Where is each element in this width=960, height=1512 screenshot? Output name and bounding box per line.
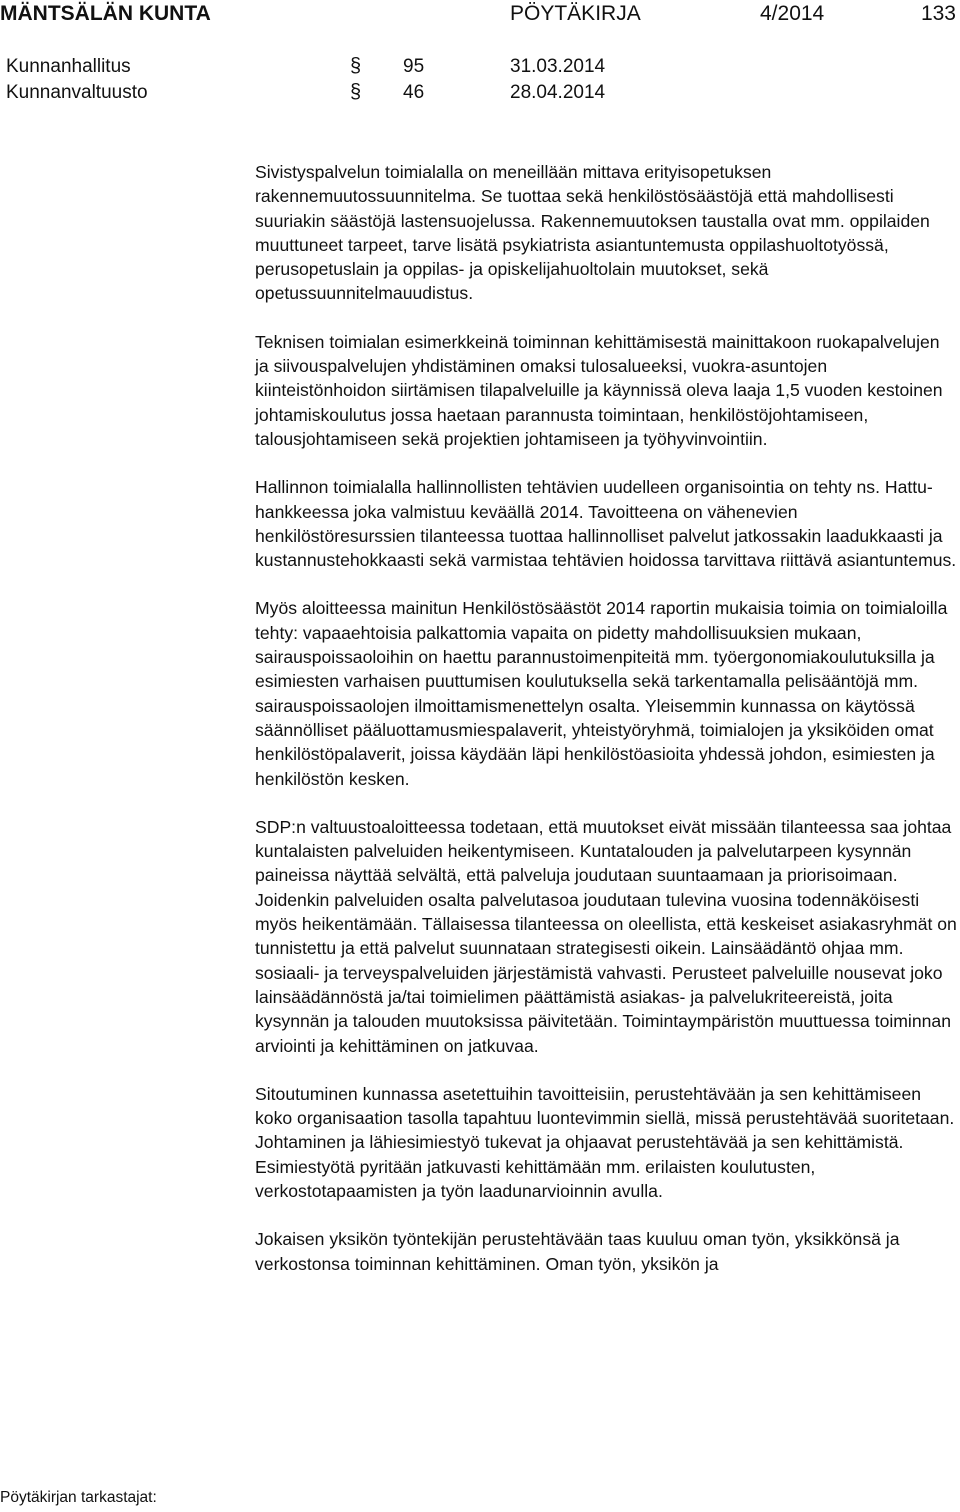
footer-reviewers-label: Pöytäkirjan tarkastajat: [0,1489,157,1506]
page-header [0,2,960,30]
organization-name: MÄNTSÄLÄN KUNTA [0,2,211,25]
document-number: 4/2014 [760,2,825,25]
document-body [255,160,957,1300]
meeting-date: 28.04.2014 [510,82,606,103]
body-paragraph: Sivistyspalvelun toimialalla on meneillään mittava erityisopetuksen rakennemuutossuunnitelma. Se tuottaa sekä henkilöstösäästöjä että mahdollisesti suuriakin säästöjä lastensuojelussa. Rakennemuutoksen taustalla ovat mm. oppilaiden muuttuneet tarpeet, tarve lisätä psykiatrista asiantuntemusta oppilashuoltotyössä, perusopetuslain ja oppilas- ja opiskelijahuoltolain muutokset, sekä opetussuunnitelmauudistus. [255,162,930,304]
body-paragraph: Teknisen toimialan esimerkkeinä toiminnan kehittämisestä mainittakoon ruokapalvelujen ja siivouspalvelujen yhdistäminen omaksi tulosalueeksi, vuokra-asuntojen kiinteistönhoidon siirtämisen tilapalveluille ja käynnissä oleva laaja 1,5 vuoden kestoinen johtamiskoulutus jossa haetaan parannusta toimintaan, henkilöstöjohtamiseen, talousjohtamiseen sekä projektien johtamiseen ja työhyvinvointiin. [255,331,943,449]
page-number: 133 [920,2,956,25]
body-paragraph: Myös aloitteessa mainitun Henkilöstösäästöt 2014 raportin mukaisia toimia on toimialoilla tehty: vapaaehtoisia palkattomia vapaita on pidetty mahdollisuuksien mukaan, sairauspoissaoloihin on haettu parannustoimenpiteitä mm. työergonomiakoulutuksilla ja esimiesten varhaisen puuttumisen koulutuksella sekä tarkentamalla pelisääntöjä mm. sairauspoissaolojen ilmoittamismenettelyn osalta. Yleisemmin kunnassa on käytössä säännölliset pääluottamusmiespalaverit, yhteistyöryhmä, toimialojen ja yksiköiden omat henkilöstöpalaverit, joissa käydään läpi henkilöstöasioita yhdessä johdon, esimiesten ja henkilöstön kesken. [255,598,948,789]
meeting-date: 31.03.2014 [510,56,606,77]
body-paragraph: Jokaisen yksikön työntekijän perustehtävään taas kuuluu oman työn, yksikkönsä ja verkostonsa toiminnan kehittäminen. Oman työn, yksikön ja [255,1229,900,1274]
meeting-row [0,82,960,108]
body-paragraph: SDP:n valtuustoaloitteessa todetaan, että muutokset eivät missään tilanteessa saa johtaa kuntalaisten palveluiden heikentymiseen. Kuntatalouden ja palvelutarpeen kysynnän paineissa näyttää selvältä, että palveluja joudutaan suuntaamaan ja priorisoimaan. Joidenkin palveluiden osalta palvelutasoa joudutaan tulevina vuosina todennäköisesti myös heikentämään. Tällaisessa tilanteessa on oleellista, että keskeiset asiakasryhmät on tunnistettu ja että palvelut suunnataan strategisesti oikein. Lainsäädäntö ohjaa mm. sosiaali- ja terveyspalveluiden järjestämistä vahvasti. Perusteet palveluille nousevat joko lainsäädännöstä ja/tai toimielimen päättämistä asiakas- ja palvelukriteereistä, joita kysynnän ja talouden muutoksissa päivitetään. Toimintaympäristön muuttuessa toiminnan arviointi ja kehittäminen on jatkuvaa. [255,816,957,1056]
meeting-body: Kunnanvaltuusto [6,82,148,103]
body-paragraph: Sitoutuminen kunnassa asetettuihin tavoitteisiin, perustehtävään ja sen kehittämiseen koko organisaation tasolla tapahtuu luontevimmin siellä, missä perustehtävää suoritetaan. Johtaminen ja lähiesimiestyö tukevat ja ohjaavat perustehtävää ja sen kehittämistä. Esimiestyötä pyritään jatkuvasti kehittämään mm. erilaisten koulutusten, verkostotapaamisten ja työn laadunarvioinnin avulla. [255,1083,955,1201]
meeting-row [0,56,960,82]
section-number: 46 [403,82,425,103]
section-number: 95 [403,56,425,77]
meeting-body: Kunnanhallitus [6,56,131,77]
section-sign-icon: § [350,81,362,103]
document-type: PÖYTÄKIRJA [510,2,641,25]
section-sign-icon: § [350,55,362,77]
body-paragraph: Hallinnon toimialalla hallinnollisten tehtävien uudelleen organisointia on tehty ns. Hattu-hankkeessa joka valmistuu keväällä 2014. Tavoitteena on vähenevien henkilöstöresurssien tilanteessa tuottaa hallinnolliset palvelut jatkossakin laadukkaasti ja kustannustehokkaasti sekä varmistaa tehtävien hoidossa tarvittava riittävä asiantuntemus. [255,477,957,571]
